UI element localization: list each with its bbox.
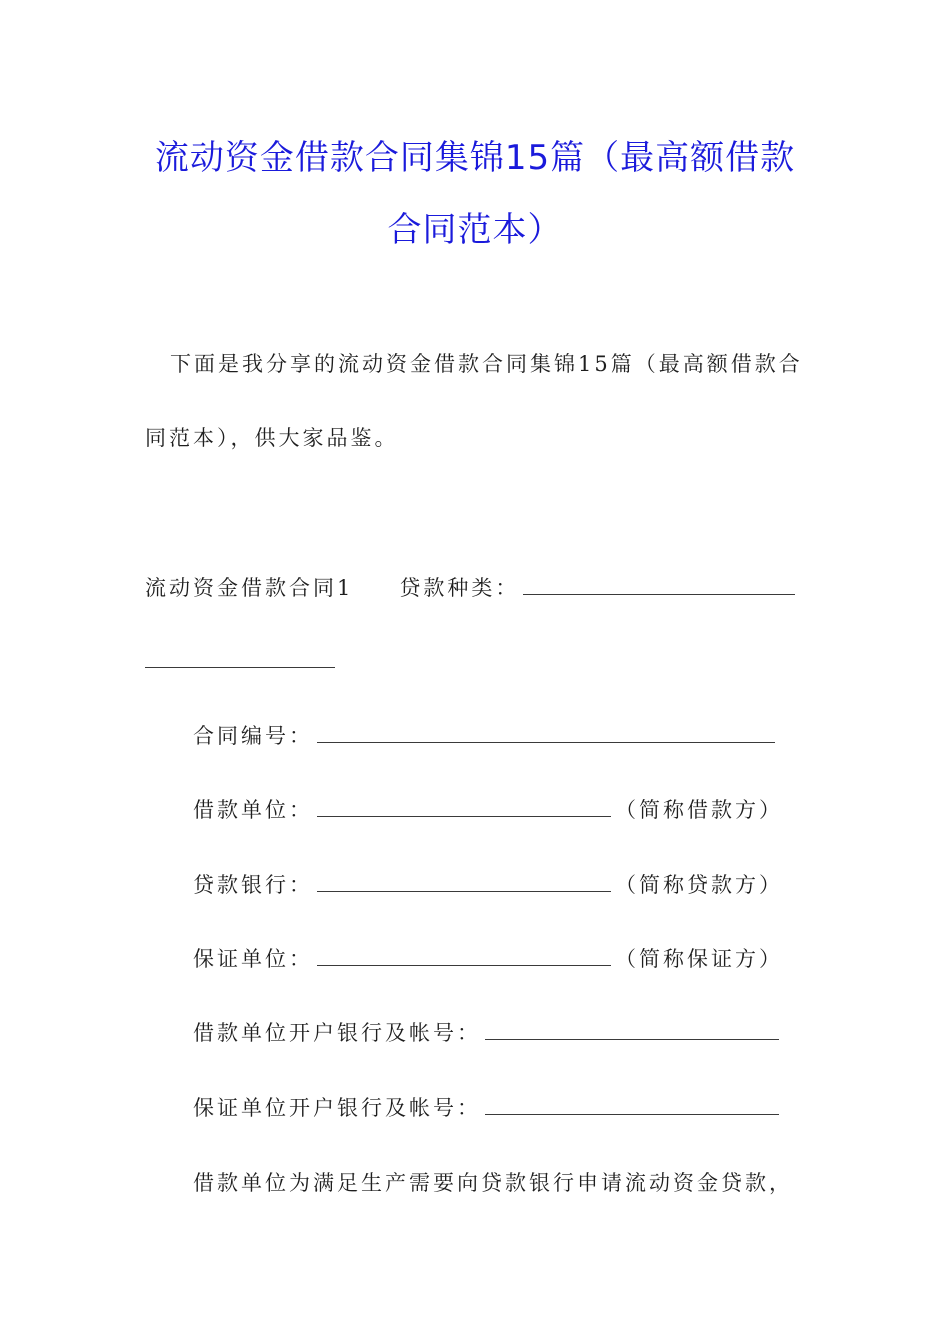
lender-row: [193, 869, 783, 899]
guarantor-label: 保证单位：: [193, 947, 313, 971]
section-heading: 流动资金借款合同1: [145, 576, 354, 600]
guarantor-account-blank: [485, 1094, 779, 1115]
lender-blank: [317, 871, 611, 892]
guarantor-account-label: 保证单位开户银行及帐号：: [193, 1096, 481, 1120]
guarantor-account-row: [193, 1092, 783, 1122]
borrower-row: [193, 794, 783, 824]
borrower-account-blank: [485, 1019, 779, 1040]
lender-note: （简称贷款方）: [615, 873, 783, 897]
guarantor-row: [193, 943, 783, 973]
borrower-account-row: [193, 1017, 783, 1047]
borrower-note: （简称借款方）: [615, 798, 783, 822]
loan-type-label: 贷款种类：: [399, 576, 520, 600]
guarantor-blank: [317, 945, 611, 966]
contract-no-blank: [317, 722, 775, 743]
section-heading-row: [145, 572, 799, 602]
contract-no-row: [193, 720, 779, 750]
borrower-blank: [317, 796, 611, 817]
document-title-line-1: 流动资金借款合同集锦15篇（最高额借款: [154, 138, 796, 178]
borrower-account-label: 借款单位开户银行及帐号：: [193, 1021, 481, 1045]
guarantor-note: （简称保证方）: [615, 947, 783, 971]
closing-line-1: 借款单位为满足生产需要向贷款银行申请流动资金贷款，: [193, 1171, 793, 1195]
loan-type-blank-continued: [145, 667, 335, 668]
contract-no-label: 合同编号：: [193, 724, 313, 748]
loan-type-blank: [523, 574, 795, 595]
intro-line-1: 下面是我分享的流动资金借款合同集锦15篇（最高额借款合: [170, 352, 803, 376]
intro-line-2: 同范本），供大家品鉴。: [145, 426, 399, 450]
document-title-line-2: 合同范本）: [387, 210, 563, 250]
lender-label: 贷款银行：: [193, 873, 313, 897]
borrower-label: 借款单位：: [193, 798, 313, 822]
